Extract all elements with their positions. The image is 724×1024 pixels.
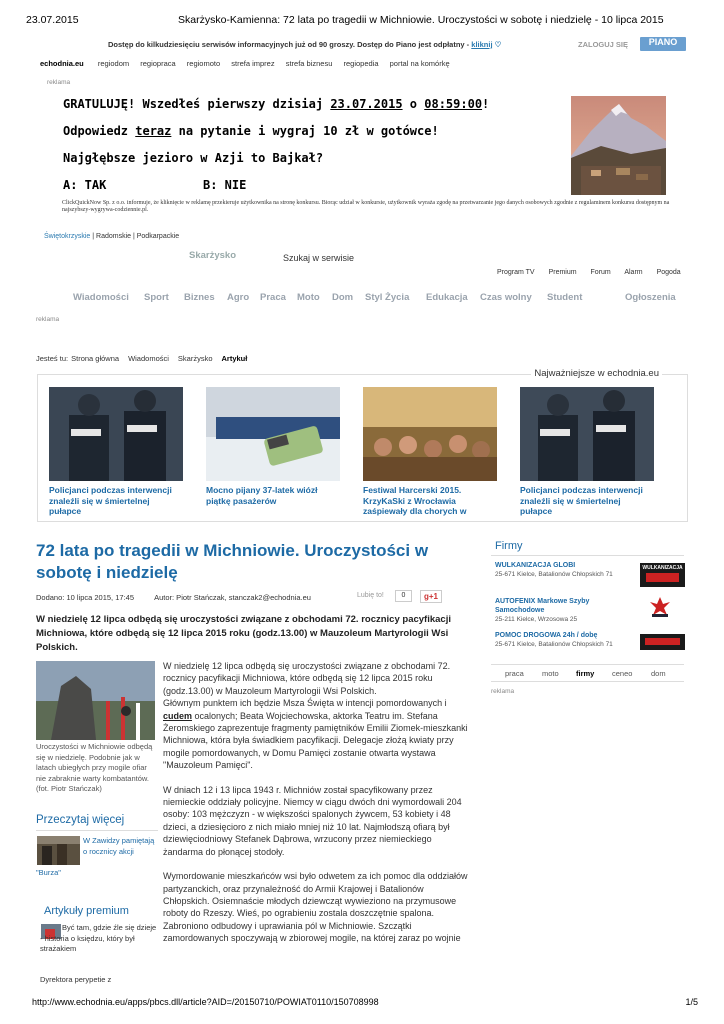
ad-label: reklama: [47, 79, 71, 86]
toplink-premium[interactable]: Premium: [548, 269, 577, 276]
site-link-regiopraca[interactable]: regiopraca: [140, 59, 176, 68]
featured-card[interactable]: [49, 387, 183, 517]
nav-praca[interactable]: Praca: [260, 292, 286, 303]
featured-caption[interactable]: Policjanci podczas interwencji znaleźli się w śmiertelnej pułapce: [520, 485, 643, 516]
print-page: 1/5: [685, 997, 698, 1007]
site-link-strefa-biznesu[interactable]: strefa biznesu: [285, 59, 333, 68]
tab-moto[interactable]: moto: [542, 669, 559, 678]
nav-edukacja[interactable]: Edukacja: [426, 292, 468, 303]
ad-label-2: reklama: [36, 316, 60, 323]
answer-b[interactable]: B: NIE: [203, 178, 247, 192]
firm-logo[interactable]: WULKANIZACJA: [640, 563, 685, 587]
tab-firmy[interactable]: firmy: [576, 669, 595, 678]
article-meta: [36, 593, 311, 602]
featured-box: [37, 368, 688, 522]
nav-dom[interactable]: Dom: [332, 292, 354, 303]
article-paragraph: W dniach 12 i 13 lipca 1943 r. Michniów został spacyfikowany przez niemieckie oddziały policyjne. Niemcy w ciągu dwóch dni wymordowali 204 osoby: 103 mężczyzn - w większości spalonych żywcem, 53 kobiety i 48 dzieci, a dziesięcioro z nich miało mniej niż 10 lat. Najmłodszą ofiarą był dziewięciodniowy Stefanek Dąbrowa, wrzucony przez niemieckiego żandarma do płonącej stodoły.: [163, 784, 462, 857]
nav-student[interactable]: Student: [547, 292, 583, 303]
firm-address: 25-211 Kielce, Wrzosowa 25: [495, 616, 578, 623]
top-links: [497, 269, 693, 276]
piano-link[interactable]: kliknij: [471, 40, 493, 49]
top-bar: [0, 40, 724, 54]
readmore-link[interactable]: W Zawidzy pamiętają o rocznicy akcji: [83, 836, 155, 856]
site-link-regiopedia[interactable]: regiopedia: [343, 59, 379, 68]
article-date: Dodano: 10 lipca 2015, 17:45: [36, 593, 134, 602]
featured-caption[interactable]: Festiwal Harcerski 2015. KrzyKaSki z Wrocławia zaśpiewały dla chorych w: [363, 485, 467, 516]
readmore-title: Przeczytaj więcej: [36, 814, 125, 826]
print-title: Skarżysko-Kamienna: 72 lata po tragedii w Michniowie. Uroczystości w sobotę i niedzielę - 10 lipca 2015: [178, 14, 664, 26]
divider: [491, 555, 684, 556]
article-paragraph: Wymordowanie mieszkańców wsi było odwetem za ich pomoc dla oddziałów partyzanckich, oraz przynależność do Armii Krajowej i Batalionów Chłopskich. Osiemnaście młodych dziewcząt wywieziono na przymusowe roboty do Rzeszy. Wieś, po ograbieniu zostala doszczętnie spalona. Zabroniono odbudowy i uprawiania pól w Michniowie. Szczątki zamordowanych spoczywają w zbiorowej mogile, na której zaraz po wojnie: [163, 871, 468, 944]
site-link-echodnia[interactable]: echodnia.eu: [40, 59, 84, 68]
mountain-image: [571, 96, 666, 195]
featured-image[interactable]: [49, 387, 183, 481]
site-link-regiodom[interactable]: regiodom: [97, 59, 130, 68]
nav-biznes[interactable]: Biznes: [184, 292, 215, 303]
firm-tabs: [491, 664, 684, 682]
search-input[interactable]: Szukaj w serwisie: [283, 253, 355, 263]
featured-image[interactable]: [520, 387, 654, 481]
heart-icon: ♡: [494, 40, 502, 49]
site-subbrand[interactable]: Skarżysko: [189, 250, 237, 261]
region-radomskie[interactable]: Radomskie: [96, 233, 132, 240]
firm-logo[interactable]: [640, 634, 685, 650]
contest-fineprint: ClickQuickNow Sp. z o.o. informuje, że kliknięcie w reklamę przekieruje użytkownika na stronę konkursu. Biorąc udział w konkursie, użytkownik wyraża zgodę na przetwarzanie jego danych osobowych zgodnie z regulaminem konkursu dostępnym na najszybszy-wygrywa-codziennie.pl.: [62, 200, 670, 213]
contest-line-2: Odpowiedz teraz na pytanie i wygraj 10 zł w gotówce!: [63, 124, 439, 138]
region-swietokrzyskie[interactable]: Świętokrzyskie: [44, 233, 91, 240]
phoenix-logo[interactable]: [648, 594, 672, 618]
print-url: http://www.echodnia.eu/apps/pbcs.dll/article?AID=/20150710/POWIAT0110/150708998: [32, 997, 379, 1007]
featured-card[interactable]: [206, 387, 340, 506]
premium-title: Artykuły premium: [44, 905, 129, 917]
featured-title: Najważniejsze w echodnia.eu: [531, 368, 662, 379]
site-link-strefa-imprez[interactable]: strefa imprez: [231, 59, 275, 68]
firm-name[interactable]: POMOC DROGOWA 24h / dobę: [495, 632, 598, 639]
nav-sport[interactable]: Sport: [144, 292, 169, 303]
contest-line-1: GRATULUJĘ! Wszedłeś pierwszy dzisiaj 23.07.2015 o 08:59:00!: [63, 97, 490, 111]
firm-address: 25-671 Kielce, Batalionów Chłopskich 71: [495, 571, 613, 578]
article-paragraph: W niedzielę 12 lipca odbędą się uroczystości związane z obchodami 72. rocznicy pacyfikacji Michniowa, które odbędą się 12 lipca 2015 roku (godz.13.00) w Mauzoleum Martyrologii Wsi Polskich. Głównym punktem ich będzie Msza Święta w intencji pomordowanych i cudem ocalonych; Beata Wojciechowska, aktorka Teatru im. Stefana Żeromskiego zaprezentuje fragmenty pamiętników Emilii Ziomek-mieszkanki Michniowa, która była świadkiem pacyfikacji. Delegacje złożą kwiaty przy mogile pomordowanych, w Domu Pamięci zostanie otwarta wystawa "Mauzoleum Pamięci".: [163, 661, 468, 771]
nav-moto[interactable]: Moto: [297, 292, 320, 303]
featured-caption[interactable]: Mocno pijany 37-latek wiózł piątkę pasażerów: [206, 485, 318, 506]
gplus-button[interactable]: g+1: [420, 590, 442, 603]
article-author: Autor: Piotr Stańczak, stanczak2@echodnia.eu: [154, 593, 311, 602]
site-link-mobile[interactable]: portal na komórkę: [389, 59, 450, 68]
region-nav: Świętokrzyskie | Radomskie | Podkarpackie: [44, 233, 180, 240]
article-inline-link[interactable]: cudem: [163, 710, 193, 721]
nav-agro[interactable]: Agro: [227, 292, 250, 303]
divider: [36, 830, 158, 831]
featured-caption[interactable]: Policjanci podczas interwencji znaleźli się w śmiertelnej pułapce: [49, 485, 172, 516]
toplink-alarm[interactable]: Alarm: [624, 269, 643, 276]
featured-card[interactable]: [363, 387, 497, 517]
article-lead: W niedzielę 12 lipca odbędą się uroczystości związane z obchodami 72. rocznicy pacyfikacji Michniowa, które odbędą się 12 lipca 2015 roku (godz.13.00) w Mauzoleum Martyrologii Wsi Polskich.: [36, 614, 451, 653]
article-title: 72 lata po tragedii w Michniowie. Uroczystości w sobotę i niedzielę: [36, 541, 429, 582]
premium-link-2[interactable]: Dyrektora perypetie z: [40, 975, 112, 984]
nav-styl-zycia[interactable]: Styl Życia: [365, 292, 410, 303]
breadcrumb-wiadomosci[interactable]: Wiadomości: [128, 354, 169, 363]
login-link[interactable]: ZALOGUJ SIĘ: [578, 40, 629, 49]
print-header: [26, 14, 698, 28]
breadcrumb-current: Artykuł: [221, 354, 248, 363]
premium-link[interactable]: Być tam, gdzie źle się dzieje - historia o księdzu, który był strażakiem: [40, 923, 157, 953]
toplink-tv[interactable]: Program TV: [497, 269, 535, 276]
answer-a[interactable]: A: TAK: [63, 178, 107, 192]
toplink-pogoda[interactable]: Pogoda: [656, 269, 681, 276]
firm-name[interactable]: AUTOFENIX Markowe Szyby Samochodowe: [495, 598, 590, 614]
featured-image[interactable]: [363, 387, 497, 481]
toplink-forum[interactable]: Forum: [590, 269, 611, 276]
firm-name[interactable]: WULKANIZACJA GLOBI: [495, 562, 576, 569]
main-nav: [0, 292, 724, 306]
piano-logo[interactable]: PIANO: [640, 37, 686, 51]
breadcrumb: [36, 354, 256, 363]
site-link-regiomoto[interactable]: regiomoto: [186, 59, 221, 68]
region-podkarpackie[interactable]: Podkarpackie: [136, 233, 180, 240]
tab-ceneo[interactable]: ceneo: [612, 669, 633, 678]
nav-ogloszenia[interactable]: Ogłoszenia: [625, 292, 676, 303]
print-date: 23.07.2015: [26, 14, 79, 26]
like-label: Lubię to!: [357, 592, 384, 599]
tab-dom[interactable]: dom: [651, 669, 666, 678]
contest-question: Najgłębsze jezioro w Azji to Bajkał?: [63, 151, 324, 165]
readmore-image[interactable]: [37, 836, 80, 865]
nav-czas-wolny[interactable]: Czas wolny: [480, 292, 532, 303]
article-photo[interactable]: [36, 661, 155, 740]
ad-label-3: reklama: [491, 688, 515, 695]
like-count[interactable]: 0: [395, 590, 412, 602]
breadcrumb-skarzysko[interactable]: Skarżysko: [177, 354, 213, 363]
sites-nav: [40, 59, 459, 71]
featured-image[interactable]: [206, 387, 340, 481]
photo-caption: Uroczystości w Michniowie odbędą się w niedzielę. Podobnie jak w latach ubiegłych przy mogile ofiar nie zabraknie warty kombatantów. (fot. Piotr Stańczak): [36, 742, 153, 793]
article-body: [163, 660, 468, 957]
readmore-link-cont[interactable]: "Burza": [36, 868, 61, 877]
firmy-title: Firmy: [495, 540, 523, 552]
tab-praca[interactable]: praca: [505, 669, 524, 678]
featured-card[interactable]: [520, 387, 654, 517]
breadcrumb-home[interactable]: Strona główna: [71, 354, 120, 363]
breadcrumb-label: Jesteś tu:: [36, 354, 69, 363]
firm-address: 25-671 Kielce, Batalionów Chłopskich 71: [495, 641, 613, 648]
piano-notice: Dostęp do kilkudziesięciu serwisów informacyjnych już od 90 groszy. Dostęp do Piano jest odpłatny - kliknij ♡: [108, 40, 502, 49]
nav-wiadomosci[interactable]: Wiadomości: [73, 292, 129, 303]
